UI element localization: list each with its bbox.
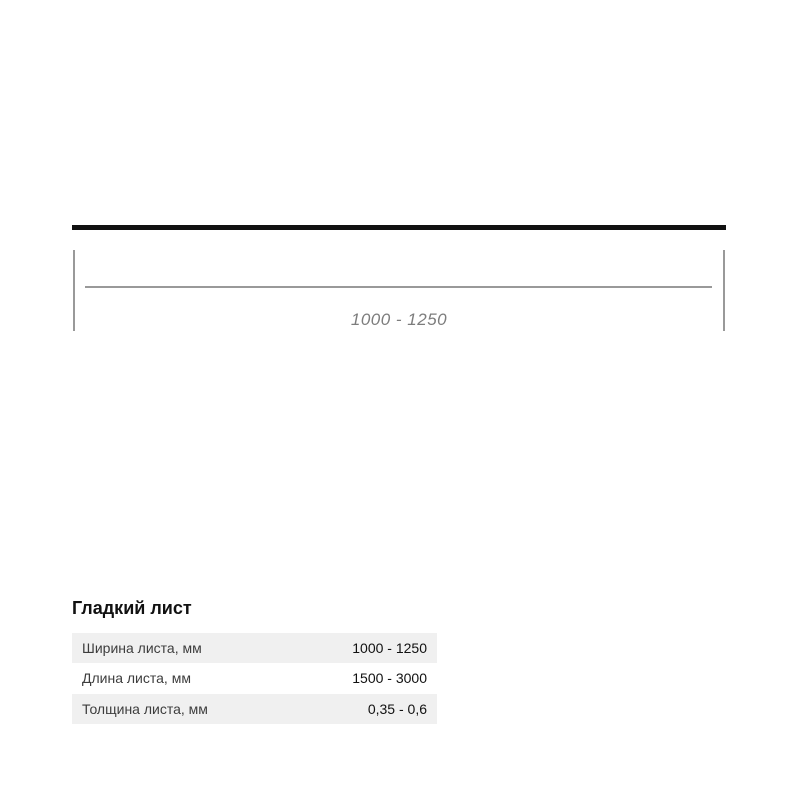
spec-value: 1000 - 1250 <box>352 640 427 657</box>
spec-row-width <box>72 633 437 663</box>
section-title: Гладкий лист <box>72 598 192 618</box>
spec-value: 1500 - 3000 <box>352 670 427 687</box>
dimension-line <box>85 286 712 288</box>
spec-label: Толщина листа, мм <box>82 700 208 717</box>
spec-label: Длина листа, мм <box>82 670 191 687</box>
dimension-label: 1000 - 1250 <box>350 310 448 329</box>
spec-label: Ширина листа, мм <box>82 640 202 657</box>
spec-table <box>72 633 437 724</box>
spec-value: 0,35 - 0,6 <box>367 700 427 717</box>
flat-sheet-profile <box>72 225 726 230</box>
spec-row-thickness <box>72 694 437 724</box>
spec-row-length <box>72 663 437 693</box>
